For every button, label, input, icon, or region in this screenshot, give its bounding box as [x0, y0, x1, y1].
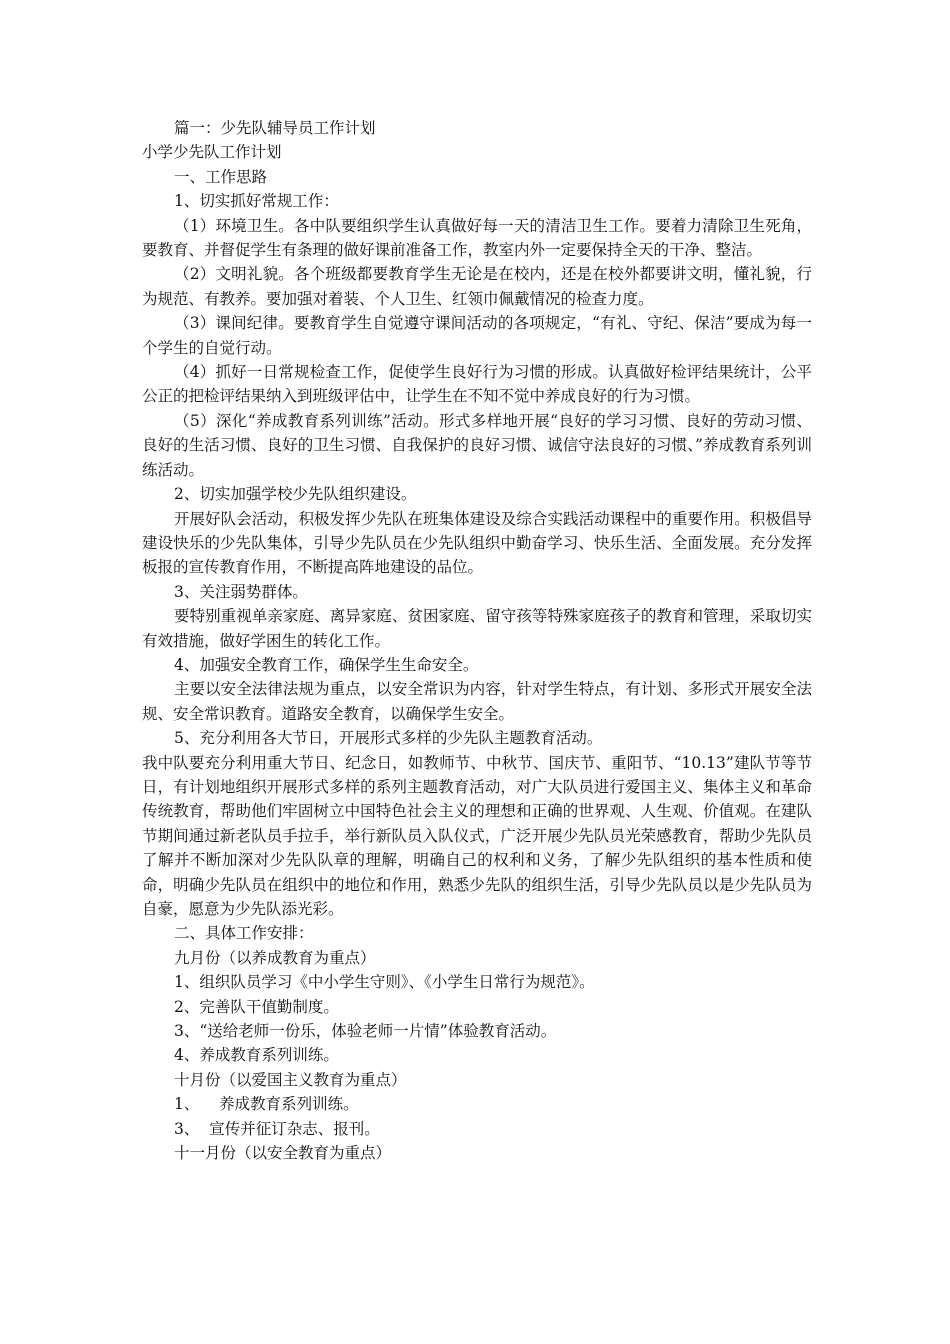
- month-heading-september: 九月份（以养成教育为重点）: [174, 948, 376, 967]
- section-heading-work-ideas: 一、工作思路: [174, 167, 268, 186]
- item-heading-vulnerable-groups: 3、关注弱势群体。: [174, 582, 308, 601]
- document-subtitle: 小学少先队工作计划: [142, 143, 282, 162]
- paragraph-daily-inspection: （4）抓好一日常规检查工作，促使学生良好行为习惯的形成。认真做好检评结果统计，公平公正的把检评结果纳入到班级评估中，让学生在不知不觉中养成良好的行为习惯。: [142, 363, 812, 406]
- paragraph-festival-activities: 我中队要充分利用重大节日、纪念日，如教师节、中秋节、国庆节、重阳节、“10.13”建队节等节日，有计划地组织开展形式多样的系列主题教育活动，对广大队员进行爱国主义、集体主义和革命传统教育，帮助他们牢固树立中国特色社会主义的理想和正确的世界观、人生观、价值观。在建队节期间通过新老队员手拉手，举行新队员入队仪式，广泛开展少先队员光荣感教育，帮助少先队员了解并不断加深对少先队队章的理解，明确自己的权利和义务，了解少先队组织的基本性质和使命，明确少先队员在组织中的地位和作用，熟悉少先队的组织生活，引导少先队员以是少先队员为自豪，愿意为少先队添光彩。: [142, 753, 812, 918]
- paragraph-break-discipline: （3）课间纪律。要教育学生自觉遵守课间活动的各项规定，“有礼、守纪、保洁”要成为每一个学生的自觉行动。: [142, 314, 812, 357]
- paragraph-safety-education: 主要以安全法律法规为重点，以安全常识为内容，针对学生特点，有计划、多形式开展安全法规、安全常识教育。道路安全教育，以确保学生安全。: [142, 680, 812, 723]
- month-heading-november: 十一月份（以安全教育为重点）: [174, 1144, 392, 1163]
- paragraph-special-families: 要特别重视单亲家庭、离异家庭、贫困家庭、留守孩等特殊家庭孩子的教育和管理，采取切实有效措施，做好学困生的转化工作。: [142, 607, 812, 650]
- paragraph-environment-hygiene: （1）环境卫生。各中队要组织学生认真做好每一天的清洁卫生工作。要着力清除卫生死角，要教育、并督促学生有条理的做好课前准备工作，教室内外一定要保持全天的干净、整洁。: [142, 216, 812, 260]
- section-heading-work-schedule: 二、具体工作安排：: [174, 924, 314, 943]
- list-item: 3、“送给老师一份乐，体验老师一片情”体验教育活动。: [174, 1022, 557, 1041]
- item-heading-safety: 4、加强安全教育工作，确保学生生命安全。: [174, 655, 479, 674]
- list-item: 2、完善队干值勤制度。: [174, 997, 339, 1016]
- paragraph-civility: （2）文明礼貌。各个班级都要教育学生无论是在校内，还是在校外都要讲文明，懂礼貌，行为规范、有教养。要加强对着装、个人卫生、红领巾佩戴情况的检查力度。: [142, 265, 812, 308]
- month-heading-october: 十月份（以爱国主义教育为重点）: [174, 1070, 407, 1089]
- list-item: 1、 养成教育系列训练。: [174, 1095, 359, 1114]
- item-heading-routine-work: 1、切实抓好常规工作：: [174, 192, 339, 211]
- list-item: 3、 宣传并征订杂志、报刊。: [174, 1119, 380, 1138]
- paragraph-habit-training: （5）深化“养成教育系列训练”活动。形式多样地开展“良好的学习习惯、良好的劳动习惯、良好的生活习惯、良好的卫生习惯、自我保护的良好习惯、诚信守法良好的习惯、”养成教育系列训练活动。: [142, 411, 812, 479]
- document-title: 篇一：少先队辅导员工作计划: [174, 119, 376, 137]
- item-heading-festivals: 5、充分利用各大节日，开展形式多样的少先队主题教育活动。: [174, 729, 603, 748]
- item-heading-organization: 2、切实加强学校少先队组织建设。: [174, 485, 417, 504]
- list-item: 1、组织队员学习《中小学生守则》、《小学生日常行为规范》。: [174, 973, 595, 992]
- list-item: 4、养成教育系列训练。: [174, 1046, 339, 1065]
- document-body: [142, 116, 812, 1165]
- paragraph-team-activities: 开展好队会活动，积极发挥少先队在班集体建设及综合实践活动课程中的重要作用。积极倡导建设快乐的少先队集体，引导少先队员在少先队组织中勤奋学习、快乐生活、全面发展。充分发挥板报的宣传教育作用，不断提高阵地建设的品位。: [142, 509, 812, 577]
